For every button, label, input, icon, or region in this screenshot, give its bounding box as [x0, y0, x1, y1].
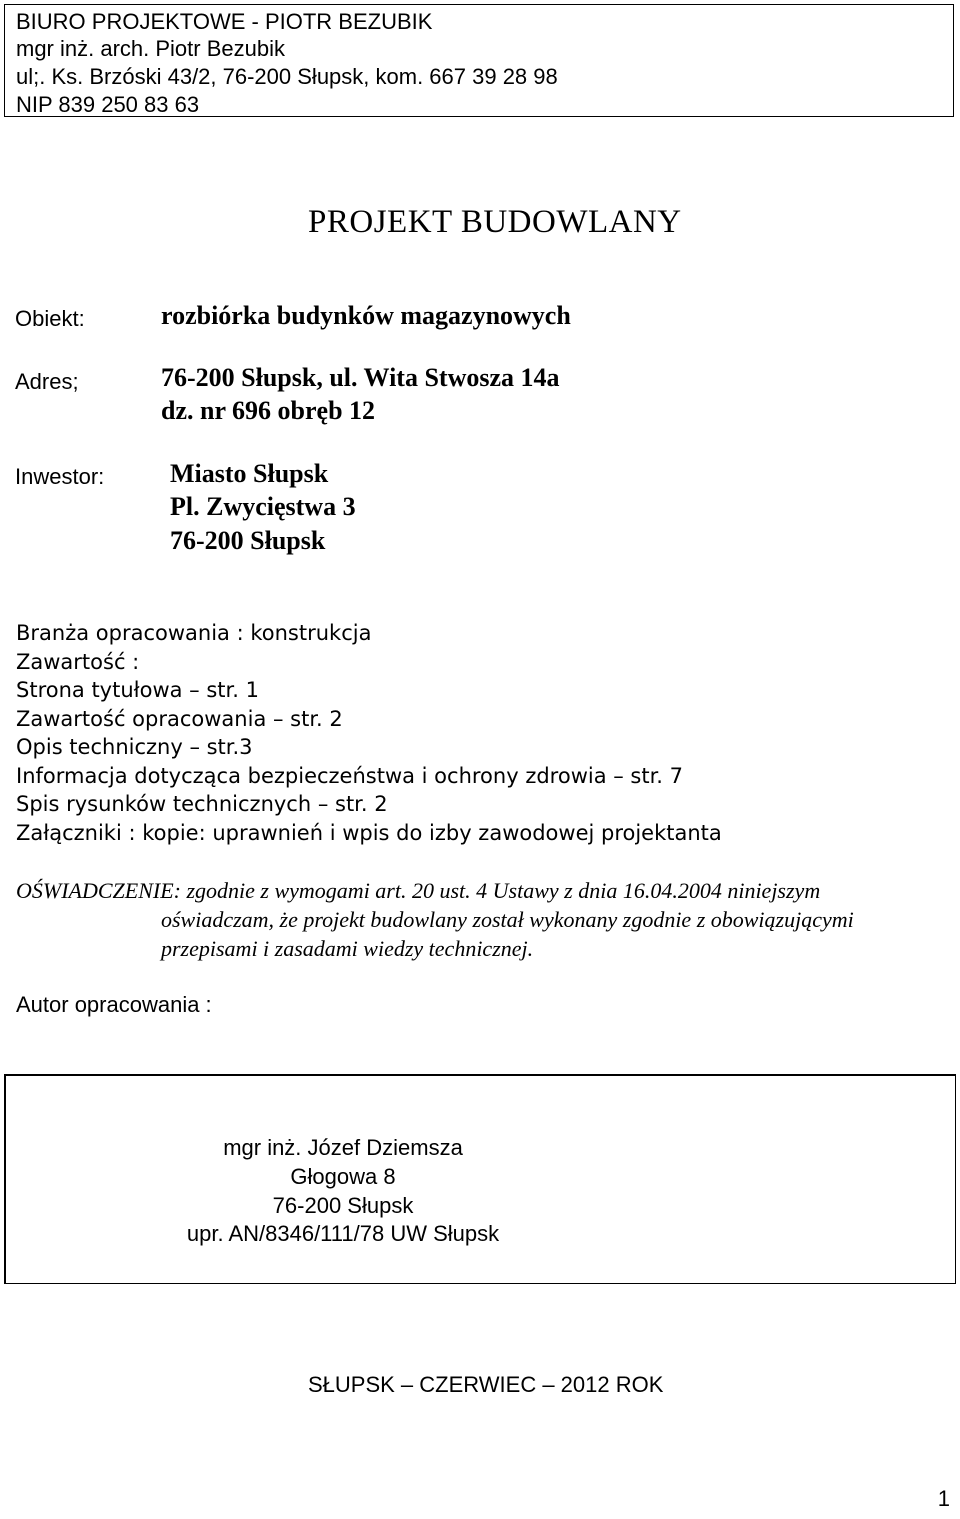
page-number: 1 — [937, 1486, 950, 1511]
contents-item: Spis rysunków technicznych – str. 2 — [16, 792, 388, 816]
contents-item: Opis techniczny – str.3 — [16, 735, 253, 759]
address-line-2: dz. nr 696 obręb 12 — [161, 396, 376, 425]
object-label: Obiekt: — [15, 306, 85, 331]
contents-item: Zawartość opracowania – str. 2 — [16, 707, 343, 731]
author-name: mgr inż. Józef Dziemsza — [223, 1135, 463, 1160]
office-address: ul;. Ks. Brzóski 43/2, 76-200 Słupsk, kom. 667 39 28 98 — [16, 64, 558, 89]
author-city: 76-200 Słupsk — [272, 1193, 414, 1218]
contents-item: Informacja dotycząca bezpieczeństwa i ochrony zdrowia – str. 7 — [16, 764, 684, 788]
statement-line-1: OŚWIADCZENIE: zgodnie z wymogami art. 20 ust. 4 Ustawy z dnia 16.04.2004 niniejszym — [16, 878, 821, 903]
office-architect: mgr inż. arch. Piotr Bezubik — [16, 36, 285, 61]
office-name: BIURO PROJEKTOWE - PIOTR BEZUBIK — [16, 9, 433, 34]
investor-label: Inwestor: — [15, 464, 105, 489]
author-license: upr. AN/8346/111/78 UW Słupsk — [186, 1221, 500, 1246]
document-title: PROJEKT BUDOWLANY — [308, 204, 682, 240]
statement-line-2: oświadczam, że projekt budowlany został wykonany zgodnie z obowiązującymi — [161, 907, 854, 932]
address-line-1: 76-200 Słupsk, ul. Wita Stwosza 14a — [161, 363, 560, 392]
address-label: Adres; — [15, 369, 79, 394]
investor-line-2: Pl. Zwycięstwa 3 — [170, 492, 356, 521]
branch-line: Branża opracowania : konstrukcja — [16, 621, 372, 645]
contents-heading: Zawartość : — [16, 650, 140, 674]
statement-line-3: przepisami i zasadami wiedzy technicznej. — [161, 936, 534, 961]
attachments-line: Załączniki : kopie: uprawnień i wpis do izby zawodowej projektanta — [16, 821, 722, 845]
author-label: Autor opracowania : — [16, 992, 212, 1017]
office-nip: NIP 839 250 83 63 — [16, 92, 200, 117]
footer-place-date: SŁUPSK – CZERWIEC – 2012 ROK — [308, 1372, 664, 1397]
investor-line-1: Miasto Słupsk — [170, 459, 329, 488]
contents-item: Strona tytułowa – str. 1 — [16, 678, 259, 702]
investor-line-3: 76-200 Słupsk — [170, 526, 326, 555]
object-value: rozbiórka budynków magazynowych — [161, 301, 571, 330]
author-street: Głogowa 8 — [290, 1164, 396, 1189]
office-header-box — [4, 4, 954, 117]
